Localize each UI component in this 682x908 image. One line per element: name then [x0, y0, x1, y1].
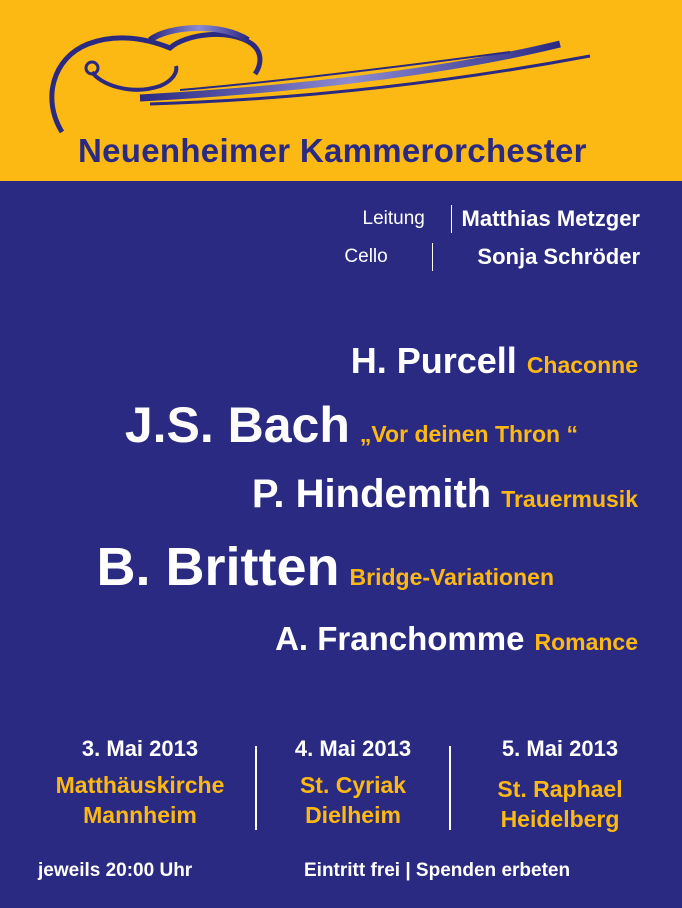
work-title: „Vor deinen Thron “ — [359, 421, 578, 447]
orchestra-title: Neuenheimer Kammerorchester — [78, 132, 587, 169]
credit-row-cello — [344, 238, 640, 276]
concert-city: Heidelberg — [500, 806, 620, 832]
concert-1 — [30, 734, 250, 830]
credit-name: Sonja Schröder — [477, 244, 640, 269]
composer-name: J.S. Bach — [124, 397, 350, 453]
composer-name: B. Britten — [96, 537, 340, 597]
concert-divider — [449, 746, 451, 830]
concert-date: 5. Mai 2013 — [501, 736, 619, 761]
program-item — [125, 396, 578, 454]
credit-divider — [432, 243, 433, 271]
credit-role: Cello — [344, 246, 388, 267]
concert-3 — [455, 734, 665, 834]
concert-venue: St. Raphael — [497, 776, 623, 802]
work-title: Trauermusik — [501, 486, 638, 512]
program-item — [275, 620, 638, 658]
credit-divider — [451, 205, 452, 233]
admission-note: Eintritt frei | Spenden erbeten — [304, 860, 571, 881]
composer-name: P. Hindemith — [251, 472, 492, 516]
program-item — [97, 536, 554, 598]
work-title: Chaconne — [526, 352, 638, 378]
credits — [344, 200, 640, 276]
concert-date: 4. Mai 2013 — [294, 736, 412, 761]
concert-time: jeweils 20:00 Uhr — [38, 860, 193, 881]
concert-venue: St. Cyriak — [299, 772, 407, 798]
concert-city: Dielheim — [305, 802, 401, 828]
credit-role: Leitung — [362, 208, 425, 229]
composer-name: A. Franchomme — [275, 620, 525, 657]
concert-2 — [258, 734, 448, 830]
concert-date: 3. Mai 2013 — [81, 736, 199, 761]
work-title: Bridge-Variationen — [349, 564, 554, 590]
program-item — [351, 340, 638, 382]
work-title: Romance — [534, 629, 638, 655]
concert-venue: Matthäuskirche — [55, 772, 225, 798]
program-item — [252, 472, 638, 517]
concert-city: Mannheim — [83, 802, 197, 828]
composer-name: H. Purcell — [350, 340, 517, 381]
concert-divider — [255, 746, 257, 830]
credit-name: Matthias Metzger — [461, 206, 640, 231]
credit-row-conductor — [344, 200, 640, 238]
